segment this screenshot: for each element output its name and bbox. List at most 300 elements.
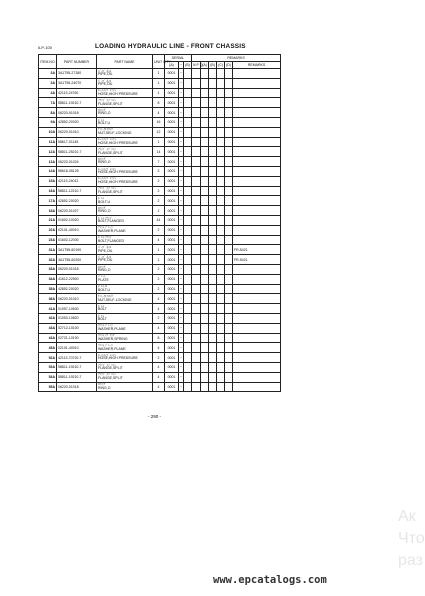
serial-b	[184, 88, 192, 98]
item-no: 22A	[39, 225, 57, 235]
unit-qty: 4	[153, 323, 165, 333]
part-number: 42113-24760	[57, 88, 97, 98]
remark-flag	[225, 225, 233, 235]
remark-flag	[217, 98, 225, 108]
serial-tilde: ~	[179, 264, 184, 274]
part-number: 42113-70720-7	[57, 353, 97, 363]
serial-b	[184, 264, 192, 274]
remark-flag	[192, 98, 201, 108]
item-no: 8A	[39, 108, 57, 118]
remarks-cell	[233, 108, 281, 118]
serial-a: 0001	[165, 196, 179, 206]
part-number: 58616-05125	[57, 166, 97, 176]
remark-flag	[192, 186, 201, 196]
serial-tilde: ~	[179, 147, 184, 157]
remark-flag	[225, 88, 233, 98]
serial-a: 0001	[165, 137, 179, 147]
part-name-jp: ﾊﾟｲﾌﾟ,ｵｲﾙ	[98, 254, 112, 259]
part-name	[97, 88, 153, 98]
part-name	[97, 343, 153, 353]
part-name-jp: Oﾘﾝｸﾞ	[98, 205, 107, 210]
remark-flag	[192, 137, 201, 147]
table-row	[39, 117, 281, 127]
remark-flag	[217, 245, 225, 255]
item-no: 35A	[39, 284, 57, 294]
remark-flag	[201, 127, 209, 137]
serial-tilde: ~	[179, 157, 184, 167]
serial-tilde: ~	[179, 382, 184, 392]
part-name-en: BOLT,U	[98, 199, 110, 204]
remark-flag	[225, 323, 233, 333]
serial-tilde: ~	[179, 274, 184, 284]
item-no: 7A	[39, 98, 57, 108]
part-name-jp: ﾌﾗﾝｼﾞ,ｽﾌﾟﾘｯﾄ	[98, 186, 116, 191]
remarks-cell	[233, 372, 281, 382]
remark-flag	[201, 108, 209, 118]
remark-flag	[225, 215, 233, 225]
item-no: 31A	[39, 245, 57, 255]
remark-flag	[217, 69, 225, 79]
item-no: 13A	[39, 157, 57, 167]
remark-flag	[217, 382, 225, 392]
table-row	[39, 362, 281, 372]
part-name-en: RING,O	[98, 385, 111, 390]
part-name-en: FLANGE,SPLIT	[98, 376, 123, 380]
table-row	[39, 69, 281, 79]
remarks-cell	[233, 215, 281, 225]
remark-flag	[201, 157, 209, 167]
remark-flag	[225, 264, 233, 274]
remark-flag	[209, 137, 217, 147]
serial-a: 0001	[165, 117, 179, 127]
part-number: 02721-10100	[57, 333, 97, 343]
part-name	[97, 382, 153, 392]
remarks-cell: FR-5421	[233, 255, 281, 265]
remark-flag	[225, 117, 233, 127]
part-name	[97, 157, 153, 167]
item-no: 34A	[39, 274, 57, 284]
remark-flag	[201, 353, 209, 363]
part-name	[97, 98, 153, 108]
remark-flag	[209, 176, 217, 186]
part-number: 3A1T55-27180	[57, 69, 97, 79]
parts-table	[38, 54, 281, 392]
remark-flag	[217, 78, 225, 88]
serial-b	[184, 78, 192, 88]
table-row	[39, 176, 281, 186]
serial-b	[184, 98, 192, 108]
remark-flag	[225, 362, 233, 372]
part-name	[97, 117, 153, 127]
part-number: 41612-22500	[57, 274, 97, 284]
table-row	[39, 353, 281, 363]
remark-flag	[201, 294, 209, 304]
table-row	[39, 186, 281, 196]
remark-flag	[217, 353, 225, 363]
serial-b	[184, 186, 192, 196]
remark-flag	[201, 372, 209, 382]
part-name	[97, 196, 153, 206]
part-number: 02101-40010	[57, 343, 97, 353]
remark-flag	[225, 206, 233, 216]
remark-flag	[209, 127, 217, 137]
remark-flag	[209, 284, 217, 294]
serial-b	[184, 372, 192, 382]
remark-flag	[192, 372, 201, 382]
table-row	[39, 333, 281, 343]
remark-flag	[225, 157, 233, 167]
unit-qty: 2	[153, 274, 165, 284]
part-name-jp: ﾎﾞﾙﾄ	[98, 196, 105, 201]
table-row	[39, 137, 281, 147]
unit-qty: 2	[153, 186, 165, 196]
unit-qty: 4	[153, 372, 165, 382]
serial-a: 0001	[165, 294, 179, 304]
remarks-cell	[233, 274, 281, 284]
serial-b	[184, 294, 192, 304]
part-name	[97, 362, 153, 372]
item-no: 3A	[39, 78, 57, 88]
remark-flag	[192, 294, 201, 304]
part-name-en: BOLT,FLANGED	[98, 219, 124, 224]
remark-flag	[217, 108, 225, 118]
serial-b	[184, 215, 192, 225]
table-row	[39, 78, 281, 88]
part-name	[97, 176, 153, 186]
footer-url[interactable]: www.epcatalogs.com	[213, 574, 327, 586]
remark-flag	[225, 235, 233, 245]
unit-qty: 2	[153, 284, 165, 294]
item-no: 55A	[39, 382, 57, 392]
remarks-cell	[233, 137, 281, 147]
remark-flag	[192, 245, 201, 255]
table-row	[39, 235, 281, 245]
part-name-jp: ﾎﾞﾙﾄ	[98, 313, 105, 318]
serial-a: 0001	[165, 255, 179, 265]
item-no: 9A	[39, 117, 57, 127]
serial-a: 0001	[165, 206, 179, 216]
remark-flag	[192, 323, 201, 333]
header-unit-qty: UNIT Q'TY	[153, 55, 165, 69]
part-name-en: PIPE,OIL	[98, 248, 113, 253]
part-name	[97, 206, 153, 216]
serial-tilde: ~	[179, 137, 184, 147]
table-row	[39, 264, 281, 274]
serial-a: 0001	[165, 304, 179, 314]
remark-flag	[192, 147, 201, 157]
remark-flag	[201, 166, 209, 176]
remark-flag	[225, 196, 233, 206]
serial-a: 0001	[165, 225, 179, 235]
remark-flag	[192, 88, 201, 98]
remark-flag	[201, 69, 209, 79]
part-name-jp: ﾎｰｽ,ﾊｲﾌﾟﾚｯｼｬ	[98, 88, 116, 93]
serial-tilde: ~	[179, 343, 184, 353]
remark-flag	[217, 196, 225, 206]
remark-flag	[217, 323, 225, 333]
remark-flag	[225, 176, 233, 186]
remark-flag	[192, 313, 201, 323]
part-name-jp: Oﾘﾝｸﾞ	[98, 382, 107, 387]
remark-flag	[225, 372, 233, 382]
remark-flag	[217, 255, 225, 265]
remark-flag	[225, 255, 233, 265]
remark-flag	[225, 108, 233, 118]
remark-flag	[217, 333, 225, 343]
table-row	[39, 127, 281, 137]
part-name	[97, 147, 153, 157]
remark-flag	[192, 225, 201, 235]
table-row	[39, 304, 281, 314]
part-name-jp: ﾌﾗﾝｼﾞ,ｽﾌﾟﾘｯﾄ	[98, 362, 116, 367]
part-name-jp: ﾌﾗﾝｼﾞ,ｽﾌﾟﾘｯﾄ	[98, 147, 116, 152]
unit-qty: 2	[153, 313, 165, 323]
part-name-jp: ﾅｯﾄ,ｾﾙﾌﾛｯｸ	[98, 127, 113, 132]
unit-qty: 2	[153, 166, 165, 176]
page-title: LOADING HYDRAULIC LINE - FRONT CHASSIS	[95, 43, 246, 50]
unit-qty: 4	[153, 294, 165, 304]
remark-flag	[201, 98, 209, 108]
part-name-en: HOSE,HIGH PRESSURE	[98, 356, 138, 361]
remark-flag	[217, 264, 225, 274]
part-name-jp: ﾎｰｽ,ﾊｲﾌﾟﾚｯｼｬ	[98, 137, 116, 142]
remark-flag	[201, 225, 209, 235]
part-name	[97, 323, 153, 333]
unit-qty: 1	[153, 255, 165, 265]
remark-flag	[225, 353, 233, 363]
part-name-jp: ﾎｰｽ,ﾊｲﾌﾟﾚｯｼｬ	[98, 176, 116, 181]
serial-tilde: ~	[179, 88, 184, 98]
part-name	[97, 264, 153, 274]
unit-qty: 2	[153, 353, 165, 363]
part-name-jp: ﾌﾟﾚｰﾄ	[98, 274, 106, 279]
part-name-en: HOSE,HIGH PRESSURE	[98, 170, 138, 175]
part-name	[97, 333, 153, 343]
serial-tilde: ~	[179, 215, 184, 225]
part-name	[97, 235, 153, 245]
part-name-jp: ﾎﾞﾙﾄ,ﾌﾗﾝｼﾞ	[98, 215, 113, 220]
remark-flag	[225, 147, 233, 157]
serial-tilde: ~	[179, 127, 184, 137]
remarks-cell	[233, 69, 281, 79]
remarks-cell	[233, 235, 281, 245]
part-name	[97, 137, 153, 147]
serial-b	[184, 382, 192, 392]
part-name	[97, 304, 153, 314]
serial-b	[184, 353, 192, 363]
unit-qty: 1	[153, 69, 165, 79]
remarks-cell	[233, 362, 281, 372]
remark-flag	[209, 117, 217, 127]
remark-flag	[192, 284, 201, 294]
remark-flag	[217, 235, 225, 245]
part-name	[97, 274, 153, 284]
unit-qty: 8	[153, 98, 165, 108]
unit-qty: 2	[153, 196, 165, 206]
remark-flag	[217, 117, 225, 127]
table-row	[39, 323, 281, 333]
part-name-jp: ﾊﾟｲﾌﾟ,ｵｲﾙ	[98, 78, 112, 83]
remark-flag	[192, 176, 201, 186]
part-name-en: FLANGE,SPLIT	[98, 189, 123, 194]
part-number: 3A1T55-60200	[57, 255, 97, 265]
remark-flag	[201, 264, 209, 274]
part-name-en: HOSE,HIGH PRESSURE	[98, 91, 138, 96]
remark-flag	[209, 186, 217, 196]
remark-flag	[201, 274, 209, 284]
remark-flag	[192, 382, 201, 392]
item-no: 18A	[39, 206, 57, 216]
remarks-cell	[233, 88, 281, 98]
unit-qty: 12	[153, 127, 165, 137]
remark-flag	[225, 166, 233, 176]
remark-flag	[201, 382, 209, 392]
table-row	[39, 98, 281, 108]
serial-a: 0001	[165, 147, 179, 157]
remark-flag	[209, 294, 217, 304]
serial-tilde: ~	[179, 166, 184, 176]
serial-tilde: ~	[179, 255, 184, 265]
part-number: 01053-10820	[57, 313, 97, 323]
part-number: 06220-01010	[57, 294, 97, 304]
remark-flag	[201, 117, 209, 127]
remark-flag	[217, 225, 225, 235]
remark-flag	[209, 166, 217, 176]
remarks-cell	[233, 284, 281, 294]
remark-flag	[209, 147, 217, 157]
part-number: 06220-01010	[57, 127, 97, 137]
part-name-jp: ﾜｯｼｬ,ﾌﾟﾚｰﾝ	[98, 343, 113, 348]
part-name	[97, 372, 153, 382]
watermark-line: Ак	[398, 508, 416, 525]
remark-flag	[201, 245, 209, 255]
serial-a: 0001	[165, 343, 179, 353]
remark-flag	[201, 206, 209, 216]
serial-tilde: ~	[179, 333, 184, 343]
part-name	[97, 225, 153, 235]
item-no: 12A	[39, 147, 57, 157]
serial-b	[184, 255, 192, 265]
part-number: 01602-10020	[57, 215, 97, 225]
remarks-cell	[233, 353, 281, 363]
unit-qty: 14	[153, 147, 165, 157]
part-name-jp: ﾊﾟｲﾌﾟ,ｵｲﾙ	[98, 245, 112, 250]
part-name-jp: ﾎﾞﾙﾄ,ﾌﾗﾝｼﾞ	[98, 235, 113, 240]
part-name-jp: ﾜｯｼｬ,ﾌﾟﾚｰﾝ	[98, 225, 113, 230]
unit-qty: 1	[153, 88, 165, 98]
serial-a: 0001	[165, 274, 179, 284]
part-name-en: HOSE,HIGH PRESSURE	[98, 180, 138, 185]
part-name-en: PIPE,OIL	[98, 82, 113, 87]
serial-a: 0001	[165, 98, 179, 108]
remarks-cell	[233, 264, 281, 274]
item-no: 43A	[39, 323, 57, 333]
remarks-cell	[233, 304, 281, 314]
remark-flag	[201, 186, 209, 196]
remark-flag	[201, 255, 209, 265]
part-name	[97, 255, 153, 265]
table-row	[39, 166, 281, 176]
serial-a: 0001	[165, 323, 179, 333]
item-no: 4A	[39, 88, 57, 98]
part-number: 3A1T55-60190	[57, 245, 97, 255]
item-no: 52A	[39, 353, 57, 363]
remark-flag	[217, 372, 225, 382]
serial-tilde: ~	[179, 108, 184, 118]
remark-flag	[217, 166, 225, 176]
serial-b	[184, 117, 192, 127]
serial-tilde: ~	[179, 304, 184, 314]
remark-flag	[217, 147, 225, 157]
part-name	[97, 353, 153, 363]
table-row	[39, 313, 281, 323]
remark-flag	[201, 313, 209, 323]
item-no: 45A	[39, 343, 57, 353]
serial-tilde: ~	[179, 323, 184, 333]
table-row	[39, 157, 281, 167]
item-no: 33A	[39, 264, 57, 274]
part-name-jp: Oﾘﾝｸﾞ	[98, 156, 107, 161]
serial-b	[184, 137, 192, 147]
remark-flag	[217, 88, 225, 98]
remarks-cell	[233, 225, 281, 235]
part-name-en: FLANGE,SPLIT	[98, 101, 123, 106]
remark-flag	[217, 206, 225, 216]
remarks-cell	[233, 343, 281, 353]
serial-b	[184, 235, 192, 245]
part-number: 02712-10100	[57, 323, 97, 333]
remark-flag	[201, 343, 209, 353]
unit-qty: 4	[153, 362, 165, 372]
watermark-line: Что	[398, 530, 425, 547]
serial-a: 0001	[165, 353, 179, 363]
serial-a: 0001	[165, 157, 179, 167]
remark-flag	[201, 304, 209, 314]
serial-a: 0001	[165, 382, 179, 392]
serial-b	[184, 245, 192, 255]
part-number: 06220-01018	[57, 108, 97, 118]
remark-flag	[225, 245, 233, 255]
serial-b	[184, 157, 192, 167]
remark-flag	[201, 196, 209, 206]
remark-flag	[225, 186, 233, 196]
part-number: 58811-19210-7	[57, 98, 97, 108]
remark-flag	[192, 215, 201, 225]
remarks-cell	[233, 313, 281, 323]
header-col-a: (A)	[202, 63, 207, 67]
serial-a: 0001	[165, 264, 179, 274]
serial-tilde: ~	[179, 294, 184, 304]
serial-tilde: ~	[179, 78, 184, 88]
part-name	[97, 69, 153, 79]
part-number: 06220-01027	[57, 206, 97, 216]
unit-qty: 4	[153, 235, 165, 245]
part-name-jp: ﾎﾞﾙﾄ	[98, 303, 105, 308]
remark-flag	[192, 78, 201, 88]
remark-flag	[192, 362, 201, 372]
serial-tilde: ~	[179, 353, 184, 363]
remark-flag	[209, 343, 217, 353]
item-no: 21A	[39, 215, 57, 225]
remark-flag	[209, 264, 217, 274]
remarks-cell	[233, 186, 281, 196]
part-name-en: WASHER,PLANE	[98, 229, 126, 234]
table-row	[39, 108, 281, 118]
part-number: 06220-01018	[57, 264, 97, 274]
part-name-en: RING,O	[98, 209, 111, 214]
table-row	[39, 245, 281, 255]
remark-flag	[201, 147, 209, 157]
